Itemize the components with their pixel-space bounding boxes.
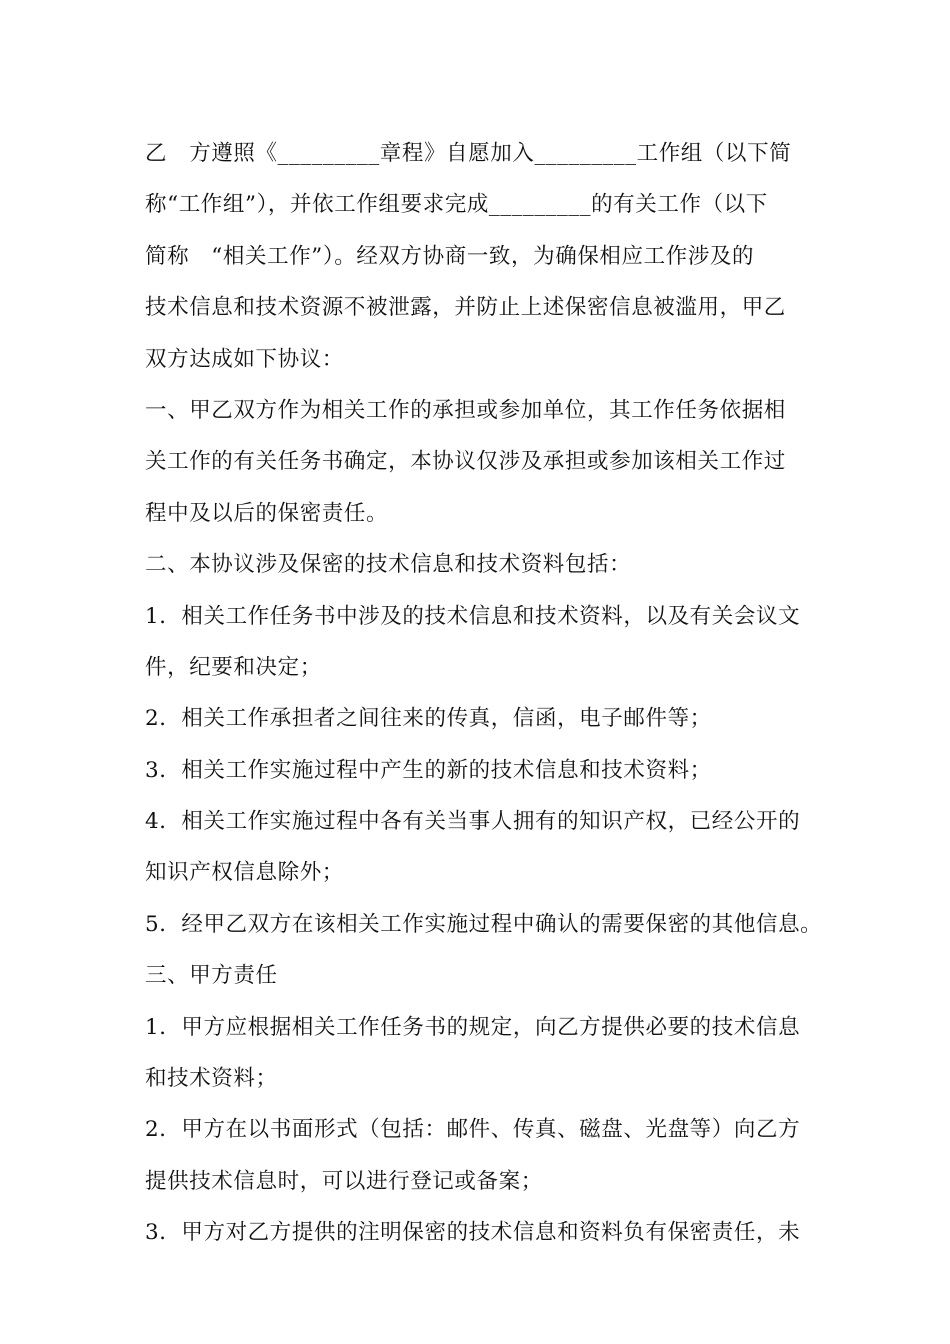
text-line: 知识产权信息除外； (145, 860, 344, 886)
text-line: 5．经甲乙双方在该相关工作实施过程中确认的需要保密的其他信息。 (145, 911, 823, 937)
text-line: 称“工作组”），并依工作组要求完成_________的有关工作（以下 (145, 192, 768, 218)
text-line: 件，纪要和决定； (145, 654, 322, 680)
document-body (145, 128, 823, 1259)
text-line: 简称 “相关工作”）。经双方协商一致，为确保相应工作涉及的 (145, 243, 755, 269)
text-line: 关工作的有关任务书确定，本协议仅涉及承担或参加该相关工作过 (145, 449, 786, 475)
section-heading: 三、甲方责任 (145, 963, 278, 989)
text-line: 和技术资料； (145, 1066, 278, 1092)
text-line: 3．相关工作实施过程中产生的新的技术信息和技术资料； (145, 757, 712, 783)
text-line: 提供技术信息时，可以进行登记或备案； (145, 1168, 543, 1194)
text-line: 3．甲方对乙方提供的注明保密的技术信息和资料负有保密责任，未 (145, 1220, 801, 1246)
section-heading: 二、本协议涉及保密的技术信息和技术资料包括： (145, 552, 632, 578)
text-line: 2．甲方在以书面形式（包括：邮件、传真、磁盘、光盘等）向乙方 (145, 1117, 801, 1143)
text-line: 2．相关工作承担者之间往来的传真，信函，电子邮件等； (145, 706, 712, 732)
text-line: 一、甲乙双方作为相关工作的承担或参加单位，其工作任务依据相 (145, 397, 786, 423)
text-line: 1．甲方应根据相关工作任务书的规定，向乙方提供必要的技术信息 (145, 1014, 801, 1040)
text-line: 4．相关工作实施过程中各有关当事人拥有的知识产权，已经公开的 (145, 809, 801, 835)
text-line: 双方达成如下协议： (145, 346, 344, 372)
text-line: 乙 方遵照《_________章程》自愿加入_________工作组（以下简 (145, 141, 792, 166)
text-line: 1．相关工作任务书中涉及的技术信息和技术资料，以及有关会议文 (145, 603, 801, 629)
text-line: 程中及以后的保密责任。 (145, 500, 389, 526)
text-line: 技术信息和技术资源不被泄露，并防止上述保密信息被滥用，甲乙 (145, 295, 786, 321)
